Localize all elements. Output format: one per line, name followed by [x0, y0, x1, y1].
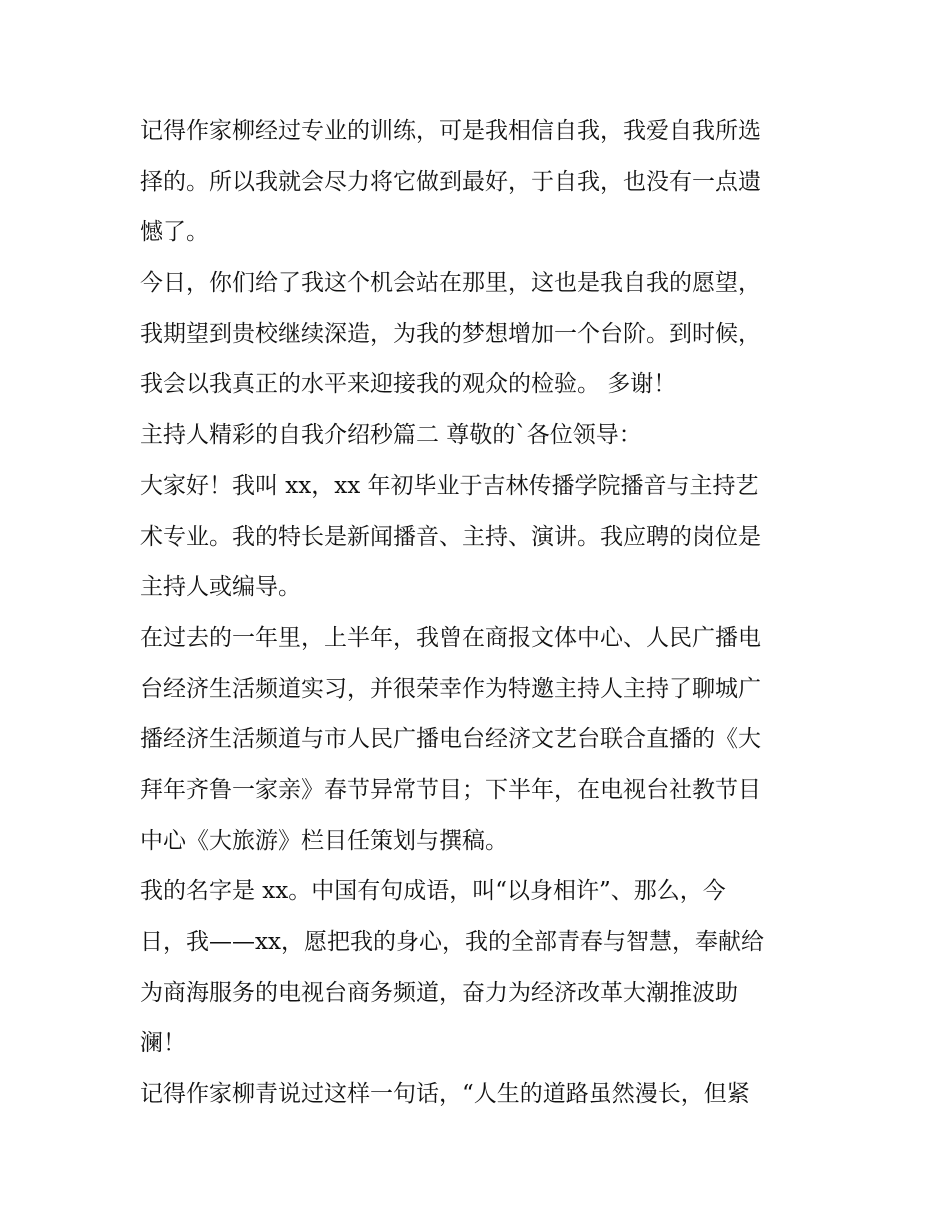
text-line: 主持人或编导。 [140, 574, 301, 601]
text-line: 台经济生活频道实习，并很荣幸作为特邀主持人主持了聊城广 [140, 675, 761, 702]
text-line: 日，我——xx，愿把我的身心，我的全部青春与智慧，奉献给 [140, 929, 764, 955]
text-line: 我期望到贵校继续深造，为我的梦想增加一个台阶。到时候， [140, 320, 761, 347]
text-line: 中心《大旅游》栏目任策划与撰稿。 [140, 827, 508, 854]
text-line: 我会以我真正的水平来迎接我的观众的检验。 多谢！ [140, 371, 677, 398]
text-line: 拜年齐鲁一家亲》春节异常节目；下半年，在电视台社教节目 [140, 776, 761, 803]
text-line: 播经济生活频道与市人民广播电台经济文艺台联合直播的《大 [140, 726, 761, 753]
text-line: 大家好！我叫 xx，xx 年初毕业于吉林传播学院播音与主持艺 [140, 472, 759, 499]
document-body [140, 106, 820, 1120]
text-line: 记得作家柳经过专业的训练，可是我相信自我，我爱自我所选 [140, 118, 761, 144]
section-heading-line: 主持人精彩的自我介绍秒篇二 尊敬的`各位领导： [140, 422, 642, 449]
text-line: 术专业。我的特长是新闻播音、主持、演讲。我应聘的岗位是 [140, 523, 761, 550]
text-line: 记得作家柳青说过这样一句话，“人生的道路虽然漫长，但紧 [140, 1081, 750, 1108]
text-line: 为商海服务的电视台商务频道，奋力为经济改革大潮推波助 [140, 979, 738, 1006]
text-line: 澜！ [140, 1030, 186, 1057]
text-line: 择的。所以我就会尽力将它做到最好，于自我，也没有一点遗 [140, 168, 761, 195]
text-line: 我的名字是 xx。中国有句成语，叫“以身相许”、那么，今 [140, 878, 726, 905]
text-line: 憾了。 [140, 219, 209, 246]
text-line: 在过去的一年里，上半年，我曾在商报文体中心、人民广播电 [140, 624, 761, 651]
text-line: 今日，你们给了我这个机会站在那里，这也是我自我的愿望， [140, 270, 761, 297]
